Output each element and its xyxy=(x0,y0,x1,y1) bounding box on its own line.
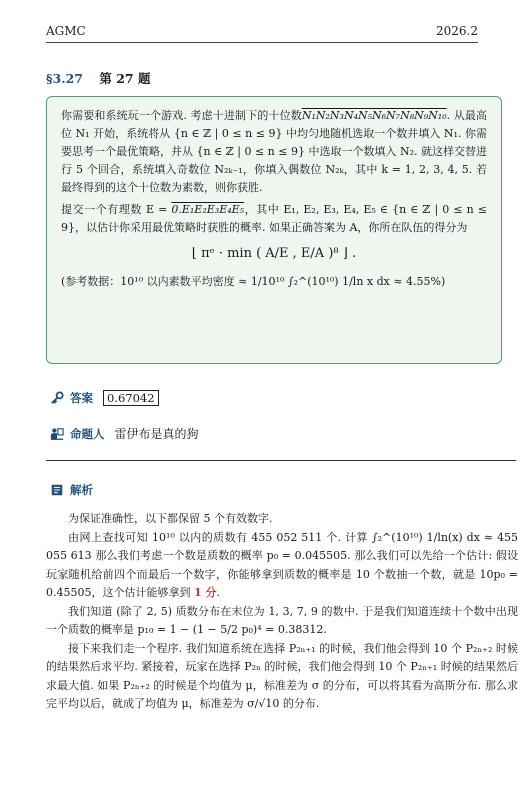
problem-text: 你需要和系统玩一个游戏. 考虑十进制下的十位数 xyxy=(61,109,302,122)
ten-digit-number: N₁N₂N₃N₄N₅N₆N₇N₈N₉N₁₀ xyxy=(301,109,447,122)
author-value: 雷伊布是真的狗 xyxy=(114,427,199,441)
section-divider xyxy=(46,460,516,461)
teacher-icon xyxy=(50,427,64,441)
solution-paragraph-3: 我们知道 (除了 2, 5) 质数分布在末位为 1, 3, 7, 9 的数中. 于是我们知道连续十个数中出现一个质数的概率是 p₁₀ = 1 − (1 − 5/2 p₀)⁴ = 0.38312. xyxy=(46,604,518,636)
solution-text: 由网上查找可知 10¹⁰ 以内的质数有 455 052 511 个. 计算 ∫₂^(10¹⁰) 1/ln(x) dx ≈ 455 055 613 那么我们考虑一个数是质数的概率 p₀ = 0.045505. 那么我们可以先给一个估计: 假设玩家随机给前四个而最后一个数字，你能够拿到质数的概率是 10 个数抽一个数，就是 10p₀ = 0.45505，这个估计能够拿到 xyxy=(46,530,518,599)
score-formula: ⌊ πᵉ · min ( A/E , E/A )⁸ ⌋ . xyxy=(191,246,357,261)
key-icon xyxy=(50,391,64,405)
problem-text: ，其中 E₁, E₂, E₃, E₄, E₅ ∈ {n ∈ ℤ | 0 ≤ n ≤ 9}，以估计你采用最优策略时获胜的概率. 如果正确答案为 A，你所在队伍的得分为 xyxy=(61,203,487,234)
section-number: §3.27 xyxy=(46,71,83,86)
solution-body xyxy=(46,510,518,714)
solution-paragraph-1: 为保证准确性，以下都保留 5 个有效数字. xyxy=(68,512,273,525)
problem-box xyxy=(46,96,502,364)
answer-value: 0.67042 xyxy=(103,390,159,406)
solution-label: 解析 xyxy=(70,483,93,497)
solution-paragraph-2 xyxy=(46,529,518,603)
author-label: 命题人 xyxy=(70,426,105,441)
problem-paragraph-1 xyxy=(61,107,487,197)
rational-e: 0.E₁E₂E₃E₄E₅ xyxy=(171,203,245,216)
reference-text: (参考数据：10¹⁰ 以内素数平均密度 ≈ xyxy=(61,275,251,288)
header-rule xyxy=(46,42,478,43)
solution-text: . xyxy=(216,586,220,599)
section-heading xyxy=(46,69,150,87)
book-icon xyxy=(50,483,64,497)
reference-data xyxy=(61,273,487,291)
answer-label: 答案 xyxy=(70,391,93,405)
reference-formula: 1/10¹⁰ ∫₂^(10¹⁰) 1/ln x dx ≈ 4.55%) xyxy=(250,275,446,288)
score-highlight: 1 分 xyxy=(193,586,217,599)
solution-heading xyxy=(50,482,93,498)
solution-paragraph-4: 接下来我们走一个程序. 我们知道系统在选择 P₂ₙ₊₁ 的时候，我们他会得到 10 个 P₂ₙ₊₂ 时候的结果然后求平均. 紧接着，玩家在选择 P₂ₙ 的时候，我们他会得到 10 个 P₂ₙ₊₁ 时候的结果然后求最大值. 如果 P₂ₙ₊₂ 的时候是个均值为 μ，标准差为 σ 的分布，可以将其看为高斯分布. 那么求完平均以后，就成了均值为 μ，标准差为 σ/√10 的分布. xyxy=(46,641,518,710)
header-right: 2026.2 xyxy=(436,24,478,38)
header-left: AGMC xyxy=(46,24,86,38)
problem-text: . 从最高位 N₁ 开始，系统将从 {n ∈ ℤ | 0 ≤ n ≤ 9} 中均匀地随机选取一个数并填入 N₁. 你需要思考一个最优策略，并从 {n ∈ ℤ | 0 ≤ n ≤ 9} 中选取一个数填入 N₂. 就这样交替进行 5 个回合，系统填入奇数位 N₂ₖ₋₁，你填入偶数位 N₂ₖ，其中 k = 1, 2, 3, 4, 5. 若最终得到的这个十位数为素数，则你获胜. xyxy=(61,109,487,194)
section-title: 第 27 题 xyxy=(99,71,151,86)
problem-paragraph-2 xyxy=(61,201,487,237)
author-row xyxy=(50,425,199,442)
running-header xyxy=(46,24,478,38)
problem-text: 提交一个有理数 E = xyxy=(61,203,172,216)
answer-row xyxy=(50,390,159,406)
